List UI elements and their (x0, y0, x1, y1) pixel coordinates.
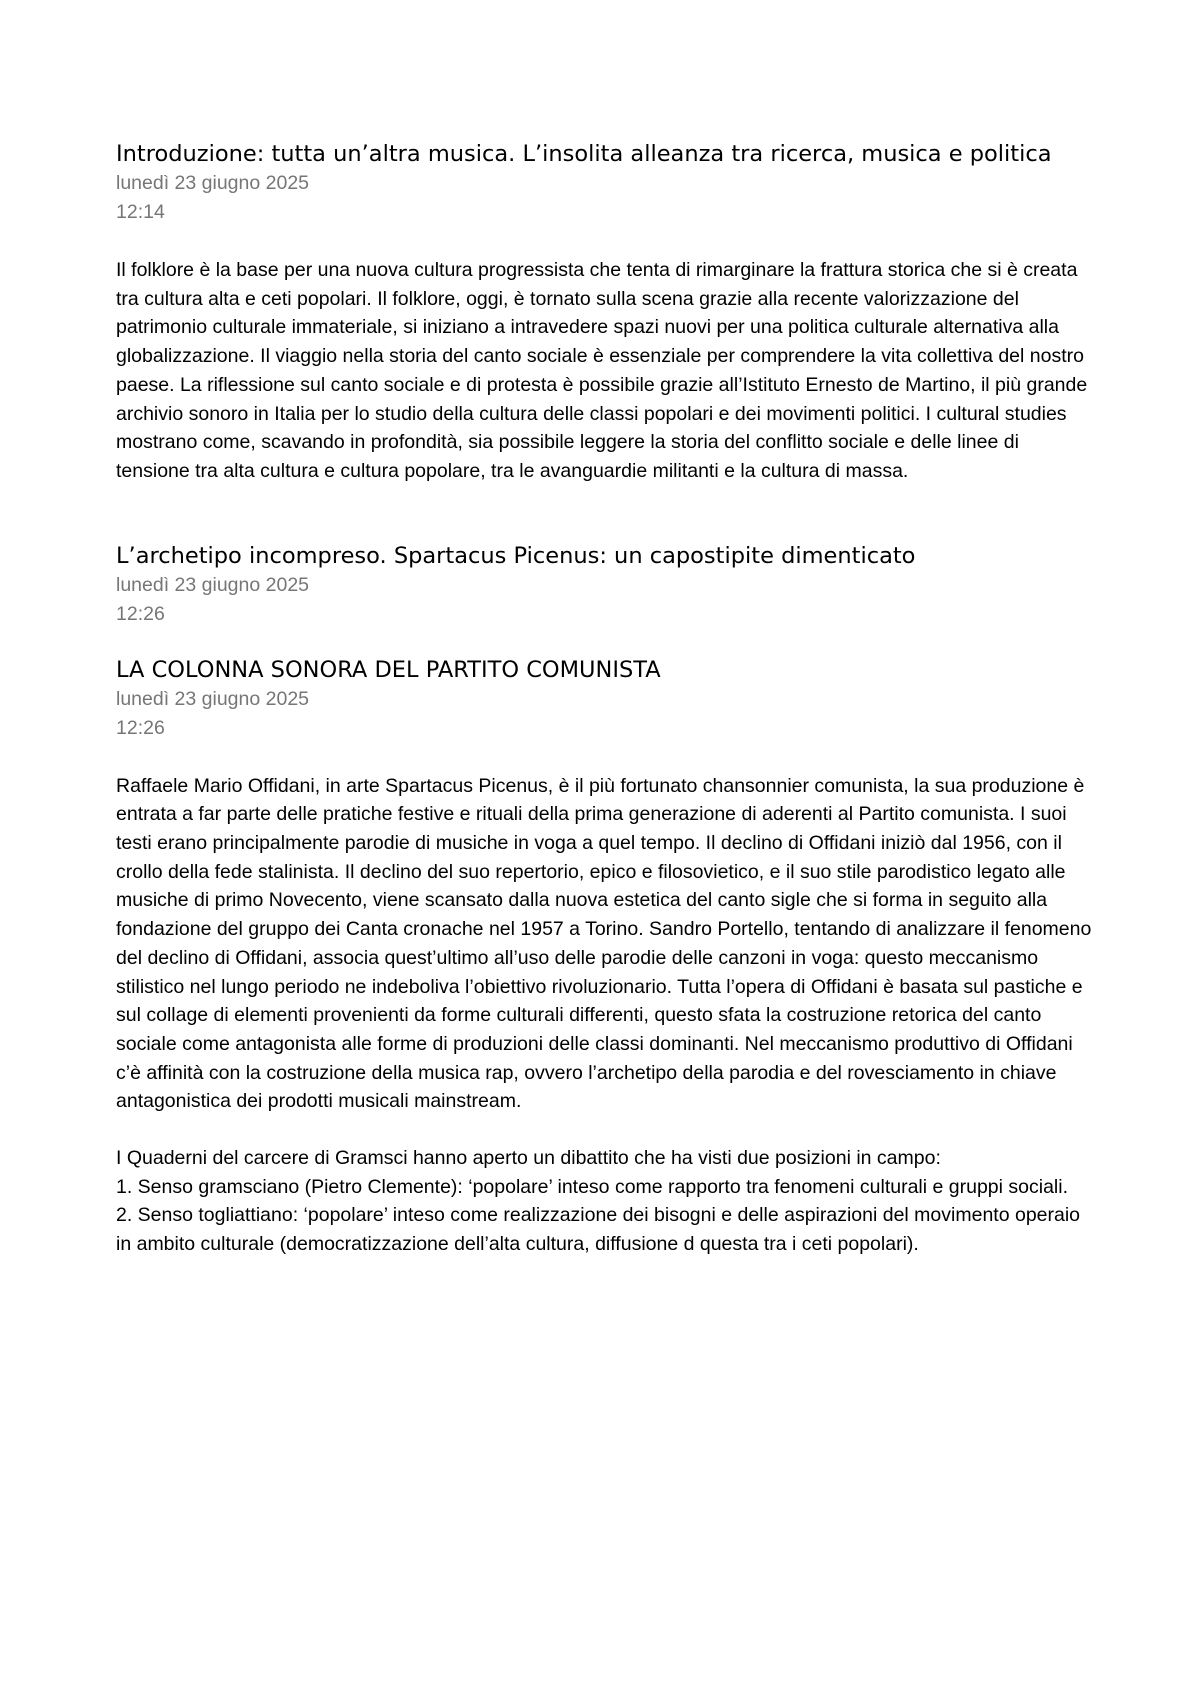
page (116, 140, 1096, 1259)
note-title: LA COLONNA SONORA DEL PARTITO COMUNISTA (116, 656, 661, 683)
note-paragraph: Raffaele Mario Offidani, in arte Spartacus Picenus, è il più fortunato chansonnier comunista, la sua produzione è entrata a far parte delle pratiche festive e rituali della prima generazione di aderenti al Partito comunista. I suoi testi erano principalmente parodie di musiche in voga a quel tempo. Il declino di Offidani iniziò dal 1956, con il crollo della fede stalinista. Il declino del suo repertorio, epico e filosovietico, e il suo stile parodistico legato alle musiche di primo Novecento, viene scansato dalla nuova estetica del canto sigle che si forma in seguito alla fondazione del gruppo dei Canta cronache nel 1957 a Torino. Sandro Portello, tentando di analizzare il fenomeno del declino di Offidani, associa quest’ultimo all’uso delle parodie delle canzoni in voga: questo meccanismo stilistico nel lungo periodo ne indeboliva l’obiettivo rivoluzionario. Tutta l’opera di Offidani è basata sul pastiche e sul collage di elementi provenienti da forme culturali differenti, questo sfata la costruzione retorica del canto sociale come antagonista alle forme di produzioni delle classi dominanti. Nel meccanismo produttivo di Offidani c’è affinità con la costruzione della musica rap, ovvero l’archetipo della parodia e del rovesciamento in chiave antagonistica dei prodotti musicali mainstream. (116, 774, 1092, 1113)
list-item: 2. Senso togliattiano: ‘popolare’ inteso come realizzazione dei bisogni e delle aspirazioni del movimento operaio in ambito culturale (democratizzazione dell’alta cultura, diffusione d questa tra i ceti popolari). (116, 1204, 1081, 1256)
note-time: 12:26 (116, 602, 165, 625)
note-time: 12:26 (116, 716, 165, 739)
note-title: Introduzione: tutta un’altra musica. L’insolita alleanza tra ricerca, musica e politica (116, 141, 1052, 167)
note-section-archetipo (116, 542, 1096, 629)
note-section-introduzione (116, 140, 1096, 486)
note-time: 12:14 (116, 201, 165, 223)
note-paragraph: I Quaderni del carcere di Gramsci hanno aperto un dibattito che ha visti due posizioni in campo: (116, 1147, 941, 1170)
note-date: lunedì 23 giugno 2025 (116, 687, 310, 710)
note-title: L’archetipo incompreso. Spartacus Picenus: un capostipite dimenticato (116, 542, 916, 569)
note-section-colonna-sonora (116, 656, 1096, 1259)
note-date: lunedì 23 giugno 2025 (116, 573, 310, 596)
note-paragraph: Il folklore è la base per una nuova cultura progressista che tenta di rimarginare la frattura storica che si è creata tra cultura alta e ceti popolari. Il folklore, oggi, è tornato sulla scena grazie alla recente valorizzazione del patrimonio culturale immateriale, si iniziano a intravedere spazi nuovi per una politica culturale alternativa alla globalizzazione. Il viaggio nella storia del canto sociale è essenziale per comprendere la vita collettiva del nostro paese. La riflessione sul canto sociale e di protesta è possibile grazie all’Istituto Ernesto de Martino, il più grande archivio sonoro in Italia per lo studio della cultura delle classi popolari e dei movimenti politici. I cultural studies mostrano come, scavando in profondità, sia possibile leggere la storia del conflitto sociale e delle linee di tensione tra alta cultura e cultura popolare, tra le avanguardie militanti e la cultura di massa. (116, 259, 1088, 482)
note-date: lunedì 23 giugno 2025 (116, 172, 310, 194)
list-item: 1. Senso gramsciano (Pietro Clemente): ‘popolare’ inteso come rapporto tra fenomeni culturali e gruppi sociali. (116, 1175, 1069, 1198)
